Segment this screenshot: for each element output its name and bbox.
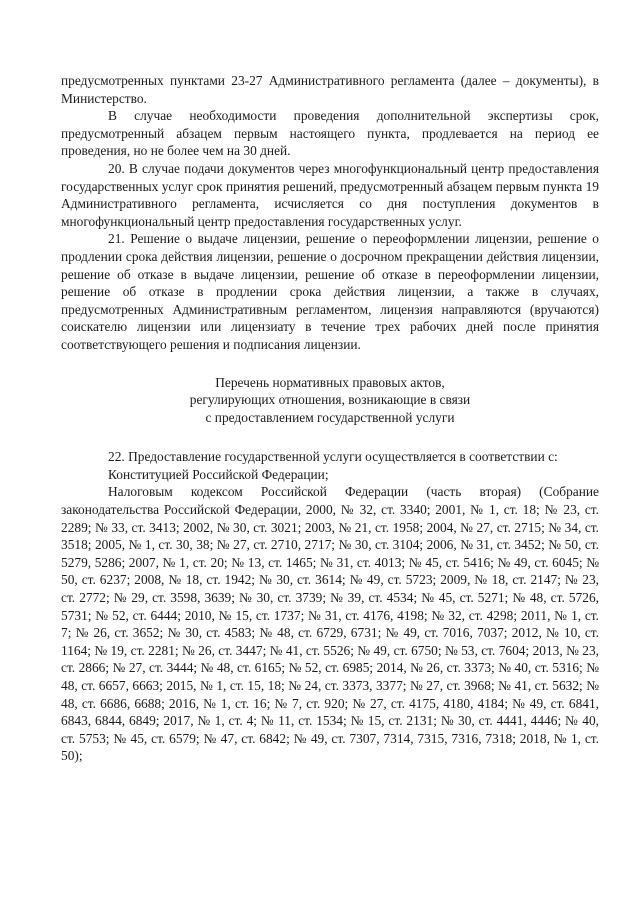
- section-heading: [61, 374, 599, 427]
- paragraph-constitution: Конституцией Российской Федерации;: [108, 466, 329, 482]
- section-heading-line-1: Перечень нормативных правовых актов,: [215, 374, 445, 390]
- paragraph-expertise: В случае необходимости проведения дополнительной экспертизы срок, предусмотренный абзацем первым настоящего пункта, продлевается на период ее проведения, но не более чем на 30 дней.: [61, 108, 599, 159]
- document-page: [61, 72, 599, 765]
- paragraph-21: 21. Решение о выдаче лицензии, решение о переоформлении лицензии, решение о продлении срока действия лицензии, решение о досрочном прекращении действия лицензии, решение об отказе в выдаче лицензии, решение об отказе в переоформлении лицензии, решение об отказе в продлении срока действия лицензии, а также в случаях, предусмотренных Административным регламентом, лицензия направляются (вручаются) соискателю лицензии или лицензиату в течение трех рабочих дней после принятия соответствующего решения и подписания лицензии.: [61, 231, 599, 352]
- paragraph-20: 20. В случае подачи документов через многофункциональный центр предоставления государственных услуг срок принятия решений, предусмотренный абзацем первым пункта 19 Административного регламента, исчисляется со дня поступления документов в многофункциональный центр предоставления государственных услуг.: [61, 160, 599, 229]
- paragraph-22: 22. Предоставление государственной услуги осуществляется в соответствии с:: [108, 449, 558, 465]
- paragraph-tax-code: Налоговым кодексом Российской Федерации (часть вторая) (Собрание законодательства Российской Федерации, 2000, № 32, ст. 3340; 2001, № 1, ст. 18; № 23, ст. 2289; № 33, ст. 3413; 2002, № 30, ст. 3021; 2003, № 21, ст. 1958; 2004, № 27, ст. 2715; № 34, ст. 3518; 2005, № 1, ст. 30, 38; № 27, ст. 2710, 2717; № 30, ст. 3104; 2006, № 31, ст. 3452; № 50, ст. 5279, 5286; 2007, № 1, ст. 20; № 13, ст. 1465; № 31, ст. 4013; № 45, ст. 5416; № 49, ст. 6045; № 50, ст. 6237; 2008, № 18, ст. 1942; № 30, ст. 3614; № 49, ст. 5723; 2009, № 18, ст. 2147; № 23, ст. 2772; № 29, ст. 3598, 3639; № 30, ст. 3739; № 39, ст. 4534; № 45, ст. 5271; № 48, ст. 5726, 5731; № 52, ст. 6444; 2010, № 15, ст. 1737; № 31, ст. 4176, 4198; № 32, ст. 4298; 2011, № 1, ст. 7; № 26, ст. 3652; № 30, ст. 4583; № 48, ст. 6729, 6731; № 49, ст. 7016, 7037; 2012, № 10, ст. 1164; № 19, ст. 2281; № 26, ст. 3447; № 41, ст. 5526; № 49, ст. 6750; № 53, ст. 7604; 2013, № 23, ст. 2866; № 27, ст. 3444; № 48, ст. 6165; № 52, ст. 6985; 2014, № 26, ст. 3373; № 40, ст. 5316; № 48, ст. 6657, 6663; 2015, № 1, ст. 15, 18; № 24, ст. 3373, 3377; № 27, ст. 3968; № 41, ст. 5632; № 48, ст. 6686, 6688; 2016, № 1, ст. 16; № 7, ст. 920; № 27, ст. 4175, 4180, 4184; № 49, ст. 6841, 6843, 6844, 6849; 2017, № 1, ст. 4; № 11, ст. 1534; № 15, ст. 2131; № 30, ст. 4441, 4446; № 40, ст. 5753; № 45, ст. 6579; № 47, ст. 6842; № 49, ст. 7307, 7314, 7315, 7316, 7318; 2018, № 1, ст. 50);: [61, 484, 599, 764]
- section-heading-line-2: регулирующих отношения, возникающие в связи: [189, 392, 471, 408]
- paragraph-continuation: предусмотренных пунктами 23-27 Административного регламента (далее – документы), в Министерство.: [61, 73, 599, 106]
- section-heading-line-3: с предоставлением государственной услуги: [205, 409, 455, 425]
